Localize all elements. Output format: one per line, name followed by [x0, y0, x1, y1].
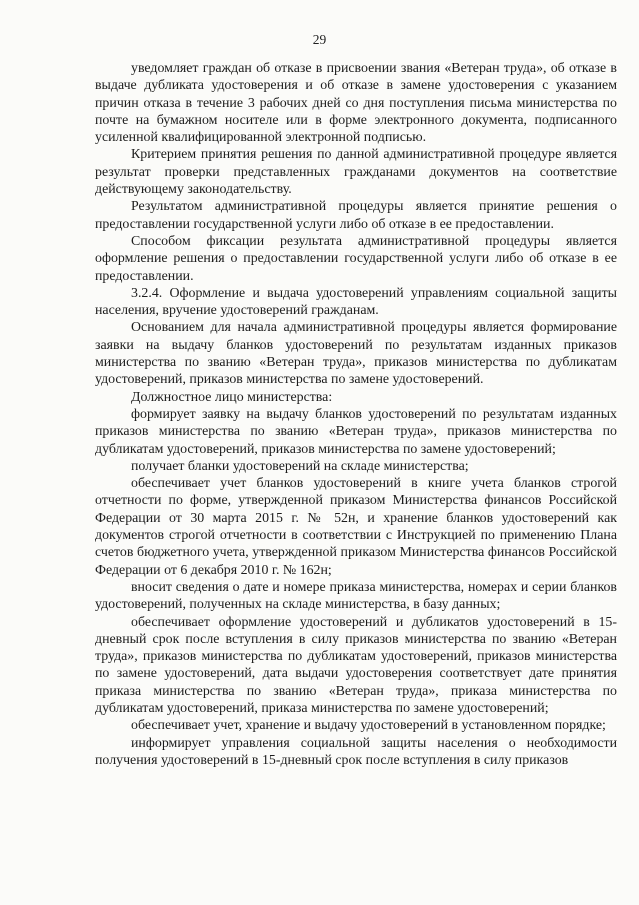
paragraph-issues-certificates: обеспечивает оформление удостоверений и дубликатов удостоверений в 15-дневный срок после вступления в силу приказов министерства по званию «Ветеран труда», приказов министерства по дубликатам удостоверений, приказов министерства по замене удостоверений, дата выдачи удостоверения соответствует дате принятия приказа министерства по званию «Ветеран труда», приказа министерства по дубликатам удостоверений, приказа министерства по замене удостоверений;: [95, 614, 617, 716]
paragraph-enters-data: вносит сведения о дате и номере приказа министерства, номерах и серии бланков удостоверений, полученных на складе министерства, в базу данных;: [95, 579, 617, 613]
paragraph-notification: уведомляет граждан об отказе в присвоении звания «Ветеран труда», об отказе в выдаче дубликата удостоверения и об отказе в замене удостоверения с указанием причин отказа в течение 3 рабочих дней со дня поступления письма министерства по почте на бумажном носителе или в форме электронного документа, подписанного усиленной квалифицированной электронной подписью.: [95, 61, 617, 146]
paragraph-receives-blanks: получает бланки удостоверений на складе министерства;: [131, 458, 469, 474]
paragraph-procedure-basis: Основанием для начала административной процедуры является формирование заявки на выдачу бланков удостоверений по результатам изданных приказов министерства по званию «Ветеран труда», приказов министерства по дубликатам удостоверений, приказов министерства по замене удостоверений.: [95, 320, 617, 388]
paragraph-procedure-result: Результатом административной процедуры является принятие решения о предоставлении государственной услуги либо об отказе в ее предоставлении.: [95, 199, 617, 232]
paragraph-section-3-2-4: 3.2.4. Оформление и выдача удостоверений управлениям социальной защиты населения, вручение удостоверений гражданам.: [95, 285, 617, 319]
paragraph-decision-criterion: Критерием принятия решения по данной административной процедуре является результат проверки представленных гражданами документов на соответствие действующему законодательству.: [95, 147, 617, 198]
paragraph-informs-departments: информирует управления социальной защиты населения о необходимости получения удостоверений в 15-дневный срок после вступления в силу приказов: [95, 735, 617, 768]
paragraph-result-fixation: Способом фиксации результата административной процедуры является оформление решения о предоставлении государственной услуги либо об отказе в ее предоставлении.: [95, 233, 617, 284]
page-number: 29: [312, 32, 327, 47]
paragraph-blank-accounting: обеспечивает учет бланков удостоверений в книге учета бланков строгой отчетности по форме, утвержденной приказом Министерства финансов Российской Федерации от 30 марта 2015 г. № 52н, и хранение бланков удостоверений как документов строгой отчетности в соответствии с Инструкцией по применению Плана счетов бюджетного учета, утвержденной приказом Министерства финансов Российской Федерации от 6 декабря 2010 г. № 162н;: [95, 476, 617, 578]
document-body: [95, 60, 617, 769]
paragraph-forms-request: формирует заявку на выдачу бланков удостоверений по результатам изданных приказов министерства по званию «Ветеран труда», приказов министерства по дубликатам удостоверений, приказов министерства по замене удостоверений;: [95, 406, 617, 457]
paragraph-official-heading: Должностное лицо министерства:: [131, 389, 333, 405]
paragraph-storage: обеспечивает учет, хранение и выдачу удостоверений в установленном порядке;: [131, 718, 606, 734]
